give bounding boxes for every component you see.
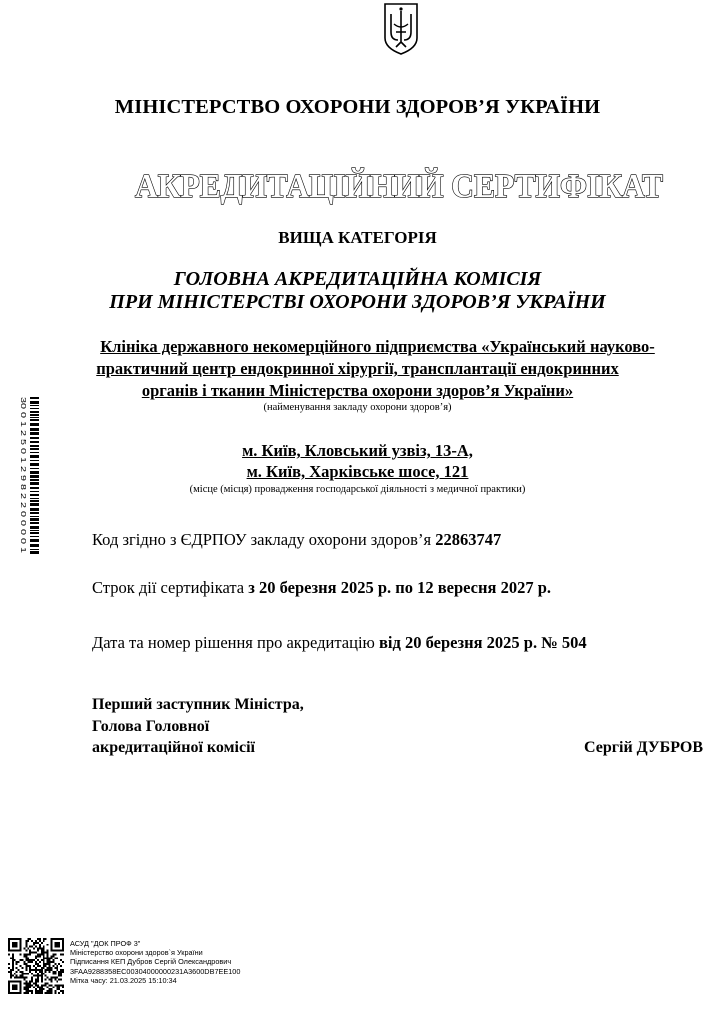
signer-name: Сергій ДУБРОВ	[584, 739, 703, 756]
edrpou-value: 22863747	[435, 530, 502, 549]
institution-name-line-1: Клініка державного некомерційного підприємства «Український науково-	[100, 337, 655, 356]
side-code-text: 30 0 1 2 5 0 1 2 9 8 2 2 0 0 0 0 1	[19, 397, 28, 501]
ministry-name: МІНІСТЕРСТВО ОХОРОНИ ЗДОРОВ’Я УКРАЇНИ	[114, 96, 601, 118]
stamp-line-2: Міністерство охорони здоров`я України	[70, 948, 203, 958]
ukraine-trident-icon	[383, 2, 419, 56]
address-caption: (місце (місця) провадження господарської діяльності з медичної практики)	[189, 484, 526, 495]
certificate-title-text: АКРЕДИТАЦІЙНИЙ СЕРТИФІКАТ	[135, 168, 664, 205]
barcode-icon	[18, 395, 40, 555]
validity-label: Строк дії сертифіката	[92, 578, 249, 597]
stamp-line-5: Мітка часу: 21.03.2025 15:10:34	[70, 975, 177, 985]
category: ВИЩА КАТЕГОРІЯ	[278, 228, 437, 247]
certificate-title	[0, 160, 715, 210]
institution-caption: (найменування закладу охорони здоров’я)	[263, 402, 452, 413]
edrpou-label: Код згідно з ЄДРПОУ закладу охорони здоров’я	[92, 530, 436, 549]
stamp-line-4: 3FAA9288358EC00304000000231A3600DB7EE100	[70, 966, 241, 976]
decision-line	[92, 633, 587, 653]
address-line-2: м. Київ, Харківське шосе, 121	[246, 462, 469, 481]
commission-line-1: ГОЛОВНА АКРЕДИТАЦІЙНА КОМІСІЯ	[173, 268, 542, 290]
validity-value: з 20 березня 2025 р. по 12 вересня 2027 р.	[248, 578, 551, 597]
institution-name-line-2: практичний центр ендокринної хірургії, трансплантації ендокринних	[96, 359, 619, 378]
stamp-line-1: АСУД "ДОК ПРОФ 3"	[70, 939, 141, 948]
decision-value: від 20 березня 2025 р. № 504	[379, 633, 587, 652]
stamp-line-3: Підписання КЕП Дубров Сергій Олександрович	[70, 957, 232, 967]
signer-position-line-1: Перший заступник Міністра,	[92, 696, 304, 713]
address-line-1: м. Київ, Кловський узвіз, 13-А,	[242, 441, 473, 460]
commission-line-2: ПРИ МІНІСТЕРСТВІ ОХОРОНИ ЗДОРОВ’Я УКРАЇНИ	[109, 291, 606, 313]
signer-position-line-3: акредитаційної комісії	[92, 739, 255, 756]
barcode-bars	[30, 397, 39, 554]
institution-name-line-3: органів і тканин Міністерства охорони здоров’я України»	[141, 381, 574, 400]
edrpou-line	[92, 530, 501, 550]
signer-position-line-2: Голова Головної	[92, 718, 210, 735]
decision-label: Дата та номер рішення про акредитацію	[92, 633, 379, 652]
e-signature-stamp	[70, 939, 240, 985]
qr-code-icon	[8, 938, 64, 994]
validity-line	[92, 578, 551, 598]
